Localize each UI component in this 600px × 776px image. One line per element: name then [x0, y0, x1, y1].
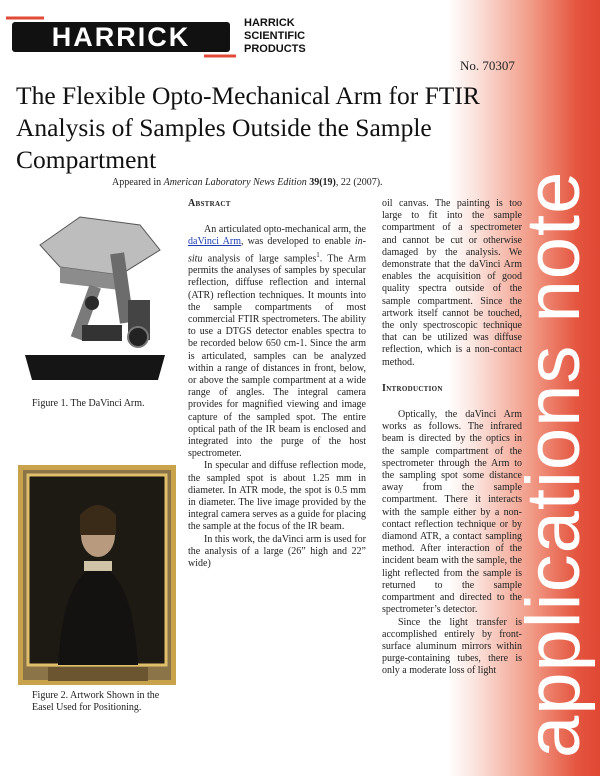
abstract-text-a: An articulated opto-mechanical arm, the [204, 224, 366, 236]
side-label: applications note [511, 170, 596, 758]
abstract-paragraph-2: In specular and diffuse reflection mode, the sampled spot is about 1.25 mm in diameter. In ATR mode, the spot is 0.5 mm in diameter. The live image provided by the integral camera serves as a guide for placing the sample at the focus of the IR beam. [188, 460, 366, 533]
citation-volume: 39 [309, 177, 320, 188]
artwork-photo [18, 465, 176, 685]
introduction-heading: Introduction [382, 382, 443, 394]
page-title: The Flexible Opto-Mechanical Arm for FTIR Analysis of Samples Outside the Sample Compartment [16, 81, 480, 174]
davinci-arm-photo [20, 205, 170, 390]
company-line-2: SCIENTIFIC [244, 30, 306, 42]
abstract-heading: Abstract [188, 198, 231, 209]
citation-journal: American Laboratory News Edition [163, 177, 307, 188]
company-name [244, 17, 364, 56]
company-line-1: HARRICK [244, 17, 295, 29]
citation-prefix: Appeared in [112, 177, 164, 188]
abstract-paragraph-1 [188, 224, 366, 460]
figure-1-caption: Figure 1. The DaVinci Arm. [32, 398, 145, 409]
abstract-text-b: , was developed to enable [241, 236, 355, 248]
abstract-text-italic: in-situ [188, 236, 366, 264]
introduction-paragraph-2: Since the light transfer is accomplished entirely by front-surface aluminum mirrors within purge-containing tubes, there is only a moderate loss of light [382, 616, 522, 677]
citation-issue: (19) [319, 177, 336, 188]
col2-paragraph-1: oil canvas. The painting is too large to fit into the sample compartment of a spectrometer and cannot be cut or otherwise damaged by the analysis. We demonstrate that the daVinci Arm enables the acquisition of good quality spectra outside of the sample compartment. Since the artwork itself cannot be touched, the only spectroscopic technique that can be utilized was diffuse reflection, which is a non-contact method. [382, 198, 522, 368]
company-line-3: PRODUCTS [244, 43, 306, 55]
document-number: No. 70307 [460, 58, 515, 73]
logo-wordmark: HARRICK [51, 22, 191, 52]
abstract-text-c: analysis of large samples [202, 252, 317, 264]
citation [112, 177, 472, 188]
figure-2-caption: Figure 2. Artwork Shown in the Easel Used for Positioning. [32, 690, 160, 713]
introduction-paragraph-1: Optically, the daVinci Arm works as follows. The infrared beam is directed by the optics in the sample compartment of the spectrometer through the Arm to the sampling spot some distance away from the sample compartment. There it interacts with the sample either by a non-contact reflection technique or by diamond ATR, a contact sampling method. After interaction of the incident beam with the sample, the light reflected from the sample is returned to the sample compartment and directed to the spectrometer’s detector. [382, 409, 522, 616]
citation-rest: , 22 (2007). [335, 177, 383, 188]
introduction-column [382, 198, 522, 678]
davinci-arm-link[interactable]: daVinci Arm [188, 236, 242, 248]
abstract-text-d: . The Arm permits the analyses of samples by specular reflection, diffuse reflection and internal (ATR) reflection techniques. It mounts into the sample compartments of most commercial FTIR spectrometers. The ability to use a DTGS detector enables spectra to be recorded below 650 cm-1. Since the arm is articulated, samples can be analyzed within a range of distances in front, below, or above the sample compartment at a wide range of angles. The integral camera provides for magnified viewing and image capture of the sampled spot. The entire optical path of the IR beam is enclosed and integrated into the purge of the host spectrometer. [188, 252, 366, 460]
abstract-paragraph-3: In this work, the daVinci arm is used for the analysis of a large (26” high and 22” wide) [188, 533, 366, 570]
footnote-marker: 1 [316, 250, 320, 259]
abstract-column [188, 198, 366, 570]
